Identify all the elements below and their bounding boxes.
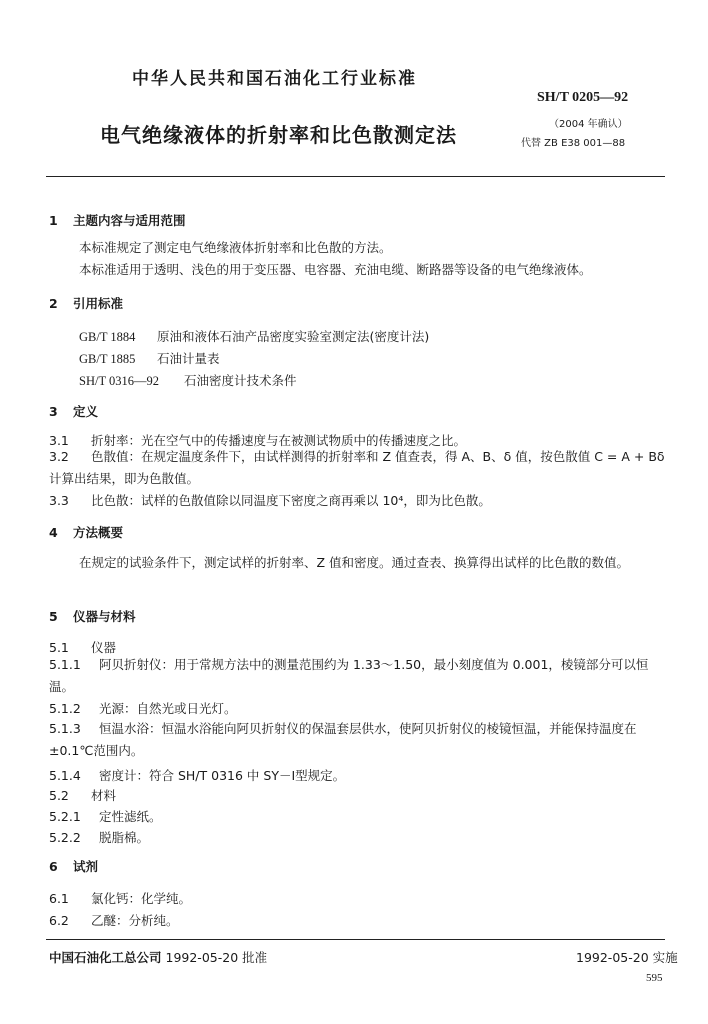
definition-item xyxy=(49,491,491,509)
section-1-paragraph-1: 本标准规定了测定电气绝缘液体折射率和比色散的方法。 xyxy=(79,240,392,255)
item-number: 5.1.3 xyxy=(49,721,81,736)
section-3-heading xyxy=(49,402,98,420)
item-number: 5.2 xyxy=(49,788,69,803)
reference-code: GB/T 1885 xyxy=(79,352,136,366)
subsection-item xyxy=(49,654,667,698)
approving-organization: 中国石油化工总公司 xyxy=(49,950,162,965)
reference-text: 石油密度计技术条件 xyxy=(184,373,297,388)
section-number: 2 xyxy=(49,296,58,311)
item-text: 阿贝折射仪：用于常规方法中的测量范围约为 1.33～1.50，最小刻度值为 0.001，棱镜部分可以恒温。 xyxy=(49,657,649,694)
page-number: 595 xyxy=(646,972,663,984)
item-text: 色散值：在规定温度条件下，由试样测得的折射率和 Z 值查表，得 A、B、δ 值，按色散值 C = A + Bδ计算出结果，即为色散值。 xyxy=(49,449,665,486)
section-number: 6 xyxy=(49,859,58,874)
item-number: 5.1.1 xyxy=(49,657,81,672)
item-text: 定性滤纸。 xyxy=(99,809,162,824)
effective-date: 1992-05-20 实施 xyxy=(576,950,678,965)
section-6-heading xyxy=(49,857,98,875)
subsection-item xyxy=(49,766,345,784)
reference-text: 石油计量表 xyxy=(157,351,220,366)
definition-item xyxy=(49,446,667,490)
section-title: 引用标准 xyxy=(73,296,124,311)
item-number: 5.1.4 xyxy=(49,768,81,783)
reference-item xyxy=(79,371,297,389)
section-1-heading xyxy=(49,211,186,229)
item-number: 3.1 xyxy=(49,433,69,448)
subsection-item xyxy=(49,699,237,717)
item-text: 仪器 xyxy=(91,640,117,655)
approval-line xyxy=(49,948,267,966)
section-1-paragraph-2: 本标准适用于透明、浅色的用于变压器、电容器、充油电缆、断路器等设备的电气绝缘液体。 xyxy=(79,262,592,277)
section-number: 5 xyxy=(49,609,58,624)
reference-text: 原油和液体石油产品密度实验室测定法(密度计法) xyxy=(157,329,430,344)
item-text: 恒温水浴：恒温水浴能向阿贝折射仪的保温套层供水，使阿贝折射仪的棱镜恒温，并能保持温度在 ±0.1℃范围内。 xyxy=(49,721,637,758)
issuing-organization: 中华人民共和国石油化工行业标准 xyxy=(132,69,417,89)
confirmation-note: （2004 年确认） xyxy=(549,119,628,130)
item-text: 密度计：符合 SH/T 0316 中 SY－Ⅰ型规定。 xyxy=(99,768,346,783)
section-title: 定义 xyxy=(73,404,99,419)
item-number: 6.2 xyxy=(49,913,69,928)
section-5-heading xyxy=(49,607,136,625)
item-number: 6.1 xyxy=(49,891,69,906)
document-title: 电气绝缘液体的折射率和比色散测定法 xyxy=(100,123,457,147)
subsection-item xyxy=(49,718,667,762)
section-number: 4 xyxy=(49,525,58,540)
item-number: 5.1 xyxy=(49,640,69,655)
header-rule xyxy=(46,176,665,177)
item-text: 折射率：光在空气中的传播速度与在被测试物质中的传播速度之比。 xyxy=(91,433,467,448)
item-text: 乙醚：分析纯。 xyxy=(91,913,179,928)
section-number: 3 xyxy=(49,404,58,419)
standard-code: SH/T 0205—92 xyxy=(537,90,629,105)
item-number: 5.2.1 xyxy=(49,809,81,824)
reference-code: SH/T 0316—92 xyxy=(79,374,159,388)
subsection-item xyxy=(49,828,149,846)
item-text: 光源：自然光或日光灯。 xyxy=(99,701,237,716)
section-title: 仪器与材料 xyxy=(73,609,136,624)
section-number: 1 xyxy=(49,213,58,228)
item-text: 比色散：试样的色散值除以同温度下密度之商再乘以 10⁴，即为比色散。 xyxy=(91,493,491,508)
subsection-item xyxy=(49,807,162,825)
footer-rule xyxy=(46,939,665,940)
reagent-item xyxy=(49,889,191,907)
item-number: 3.2 xyxy=(49,449,69,464)
section-2-heading xyxy=(49,294,123,312)
item-text: 材料 xyxy=(91,788,117,803)
item-number: 5.2.2 xyxy=(49,830,81,845)
section-4-heading xyxy=(49,523,123,541)
reference-item xyxy=(79,327,429,345)
item-text: 脱脂棉。 xyxy=(99,830,150,845)
reagent-item xyxy=(49,911,179,929)
approval-date: 1992-05-20 批准 xyxy=(165,950,268,965)
subsection-item xyxy=(49,786,116,804)
reference-item xyxy=(79,349,220,367)
section-title: 主题内容与适用范围 xyxy=(73,213,186,228)
section-title: 方法概要 xyxy=(73,525,124,540)
replaces-note: 代替 ZB E38 001—88 xyxy=(521,138,626,149)
reference-code: GB/T 1884 xyxy=(79,330,136,344)
item-number: 3.3 xyxy=(49,493,69,508)
section-4-paragraph: 在规定的试验条件下，测定试样的折射率、Z 值和密度。通过查表、换算得出试样的比色散的数值。 xyxy=(79,555,630,570)
section-title: 试剂 xyxy=(73,859,99,874)
item-number: 5.1.2 xyxy=(49,701,81,716)
item-text: 氯化钙：化学纯。 xyxy=(91,891,192,906)
